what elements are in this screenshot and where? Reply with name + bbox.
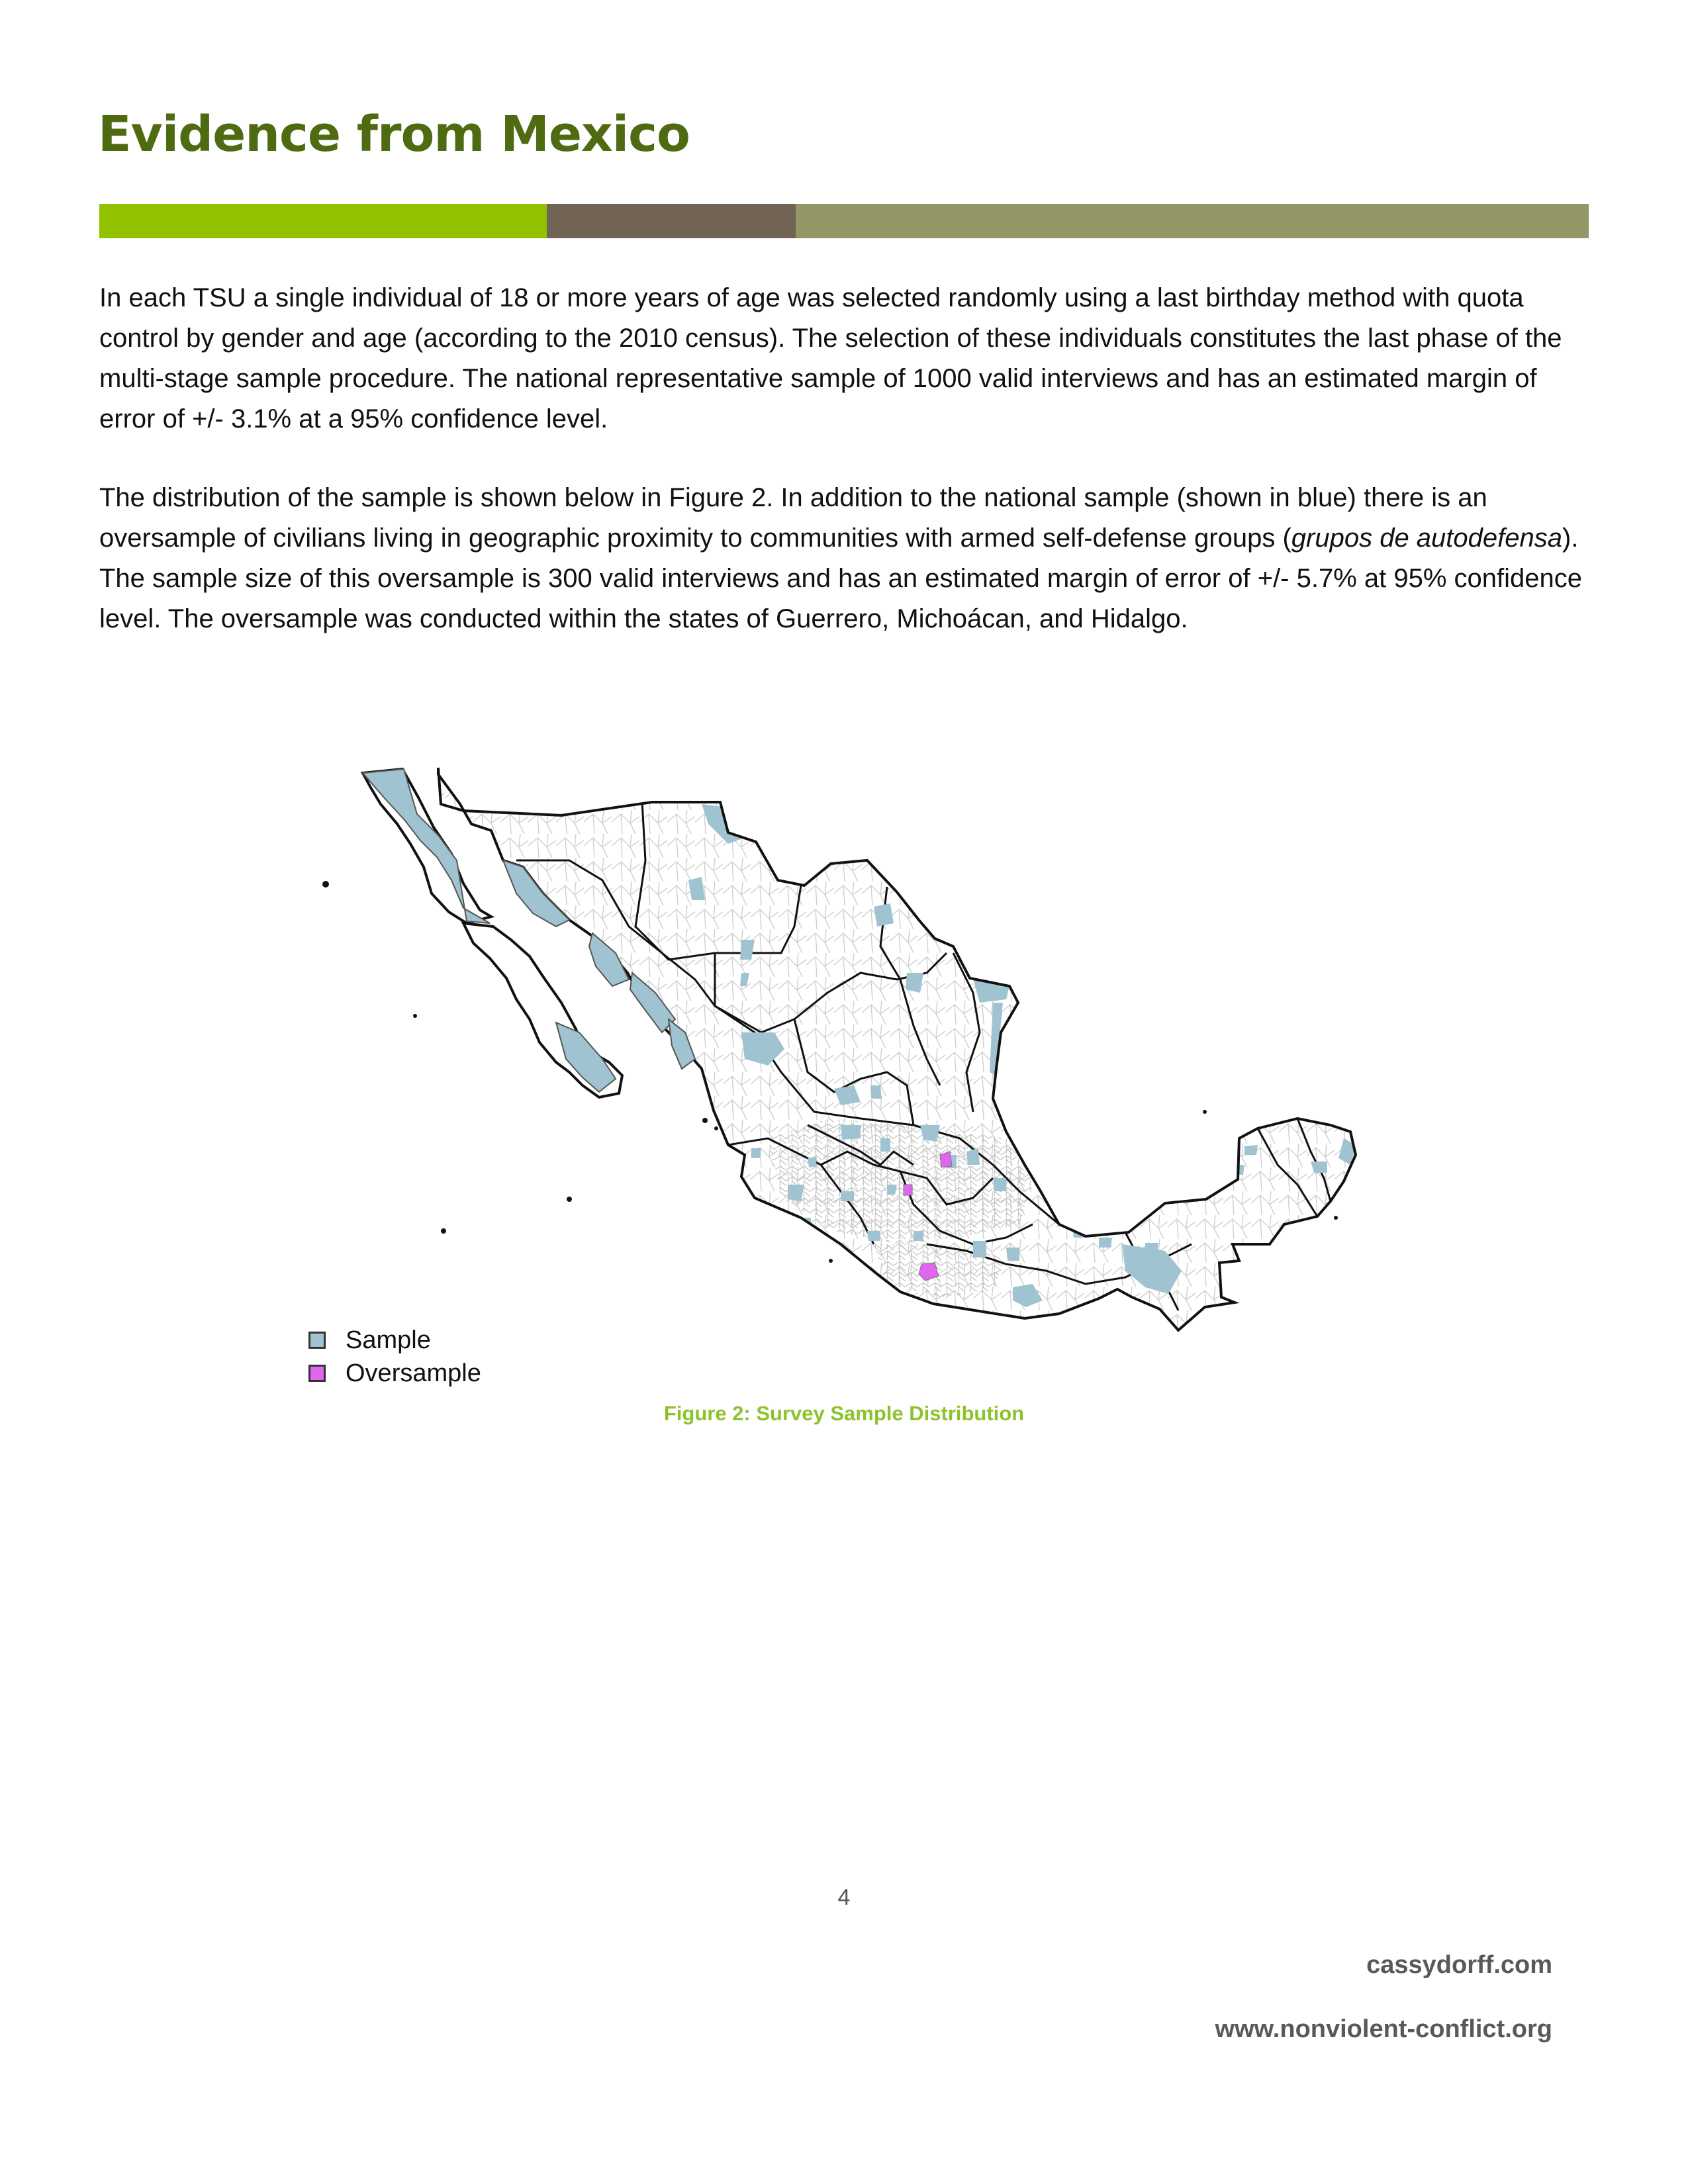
legend-label-sample: Sample (346, 1326, 431, 1354)
footer-link-cassydorff[interactable]: cassydorff.com (1366, 1951, 1552, 1979)
paragraph-distribution (99, 478, 1595, 639)
legend-label-oversample: Oversample (346, 1359, 481, 1387)
header-rule (99, 204, 1589, 238)
legend-item-oversample (308, 1357, 481, 1390)
rule-segment-brown (547, 204, 796, 238)
paragraph-distribution-italic: grupos de autodefensa (1291, 523, 1562, 553)
paragraph-methodology: In each TSU a single individual of 18 or more years of age was selected randomly using a last birthday method with quota control by gender and age (according to the 2010 census). The selection of these individuals constitutes the last phase of the multi-stage sample procedure. The national representative sample of 1000 valid interviews and has an estimated margin of error of +/- 3.1% at a 95% confidence level. (99, 283, 1562, 433)
figure-caption: Figure 2: Survey Sample Distribution (663, 1402, 1025, 1425)
legend-item-sample (308, 1324, 481, 1357)
rule-segment-olive (796, 204, 1589, 238)
map-legend (308, 1324, 481, 1390)
page-title: Evidence from Mexico (98, 106, 690, 163)
page-number: 4 (837, 1885, 851, 1910)
rule-segment-light-green (99, 204, 547, 238)
mexico-sample-map (301, 761, 1367, 1357)
paragraph-distribution-text-2: ). The sample size of this oversample is 300 valid interviews and has an estimated margin of error of +/- 5.7% at 95% confidence level. The oversample was conducted within the states of Guerrero, Michoácan, and Hidalgo. (99, 523, 1583, 633)
footer-link-nonviolent-conflict[interactable]: www.nonviolent-conflict.org (1215, 2015, 1552, 2043)
paragraph-distribution-text-1: The distribution of the sample is shown below in Figure 2. In addition to the national sample (shown in blue) there is an oversample of civilians living in geographic proximity to communities with armed self-defense groups ( (99, 483, 1487, 553)
legend-swatch-sample (308, 1332, 326, 1349)
legend-swatch-oversample (308, 1365, 326, 1382)
